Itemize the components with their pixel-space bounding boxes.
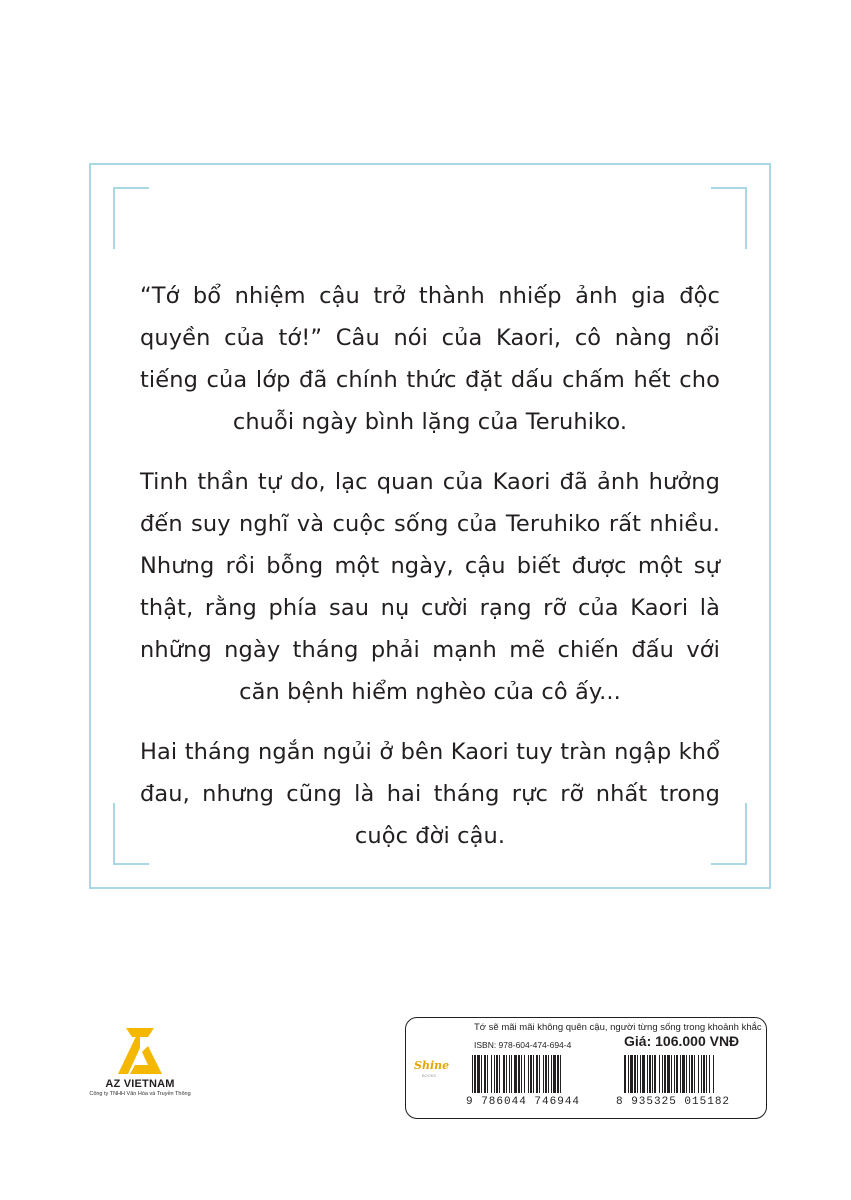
publisher-logo: [80, 1028, 200, 1097]
az-logo-icon: [118, 1028, 162, 1074]
imprint-sub: BOOKS: [421, 1073, 437, 1078]
imprint-logo: Shine: [414, 1059, 450, 1072]
corner-bracket-top-right: [711, 187, 747, 249]
barcode-box: [405, 1017, 767, 1119]
blurb-text: [140, 275, 720, 875]
isbn-label: ISBN: 978-604-474-694-4: [474, 1040, 572, 1050]
price-label: Giá: 106.000 VNĐ: [624, 1033, 740, 1049]
isbn-barcode: [472, 1055, 563, 1093]
blurb-paragraph-1: “Tớ bổ nhiệm cậu trở thành nhiếp ảnh gia độc quyền của tớ!” Câu nói của Kaori, cô nàng nổi tiếng của lớp đã chính thức đặt dấu chấm hết cho chuỗi ngày bình lặng của Teruhiko.: [140, 283, 720, 435]
book-title: Tớ sẽ mãi mãi không quên cậu, người từng sống trong khoảnh khắc: [474, 1022, 762, 1033]
publisher-name: AZ VIETNAM: [105, 1078, 175, 1090]
blurb-paragraph-2: Tinh thần tự do, lạc quan của Kaori đã ảnh hưởng đến suy nghĩ và cuộc sống của Teruhiko rất nhiều. Nhưng rồi bỗng một ngày, cậu biết được một sự thật, rằng phía sau nụ cười rạng rỡ của Kaori là những ngày tháng phải mạnh mẽ chiến đấu với căn bệnh hiểm nghèo của cô ấy...: [140, 469, 720, 705]
publisher-subtitle: Công ty TNHH Văn Hóa và Truyền Thông: [89, 1091, 191, 1097]
blurb-paragraph-3: Hai tháng ngắn ngủi ở bên Kaori tuy tràn ngập khổ đau, nhưng cũng là hai tháng rực rỡ nhất trong cuộc đời cậu.: [140, 739, 720, 849]
isbn-barcode-number: 9 786044 746944: [466, 1096, 581, 1108]
price-barcode-number: 8 935325 015182: [616, 1096, 731, 1108]
corner-bracket-top-left: [113, 187, 149, 249]
price-barcode: [624, 1055, 715, 1093]
